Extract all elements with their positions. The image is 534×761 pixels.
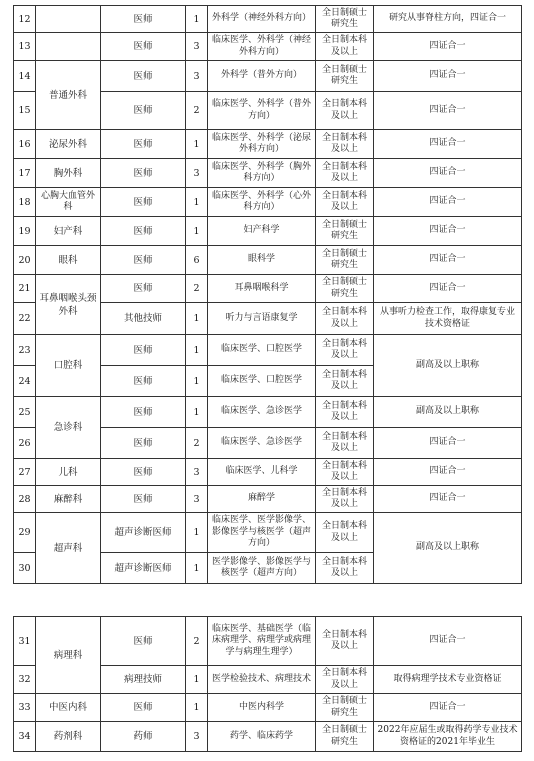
major-cell: 临床医学、急诊医学 bbox=[208, 397, 316, 428]
row-no: 21 bbox=[14, 275, 36, 303]
req-cell: 副高及以上职称 bbox=[374, 335, 522, 397]
dept-cell: 胸外科 bbox=[36, 159, 101, 188]
edu-cell: 全日制本科及以上 bbox=[316, 617, 374, 666]
req-cell: 四证合一 bbox=[374, 617, 522, 666]
row-no: 25 bbox=[14, 397, 36, 428]
edu-cell: 全日制本科及以上 bbox=[316, 666, 374, 694]
count-cell: 3 bbox=[186, 61, 208, 92]
req-cell: 四证合一 bbox=[374, 275, 522, 303]
major-cell: 听力与言语康复学 bbox=[208, 303, 316, 335]
major-cell: 临床医学、外科学（普外方向） bbox=[208, 92, 316, 130]
table-row bbox=[14, 459, 522, 486]
count-cell: 3 bbox=[186, 486, 208, 513]
major-cell: 眼科学 bbox=[208, 246, 316, 275]
dept-cell: 中医内科 bbox=[36, 694, 101, 722]
count-cell: 1 bbox=[186, 397, 208, 428]
count-cell: 2 bbox=[186, 92, 208, 130]
edu-cell: 全日制本科及以上 bbox=[316, 303, 374, 335]
dept-cell bbox=[36, 6, 101, 33]
req-cell: 四证合一 bbox=[374, 486, 522, 513]
row-no: 22 bbox=[14, 303, 36, 335]
req-cell: 研究从事脊柱方向，四证合一 bbox=[374, 6, 522, 33]
req-cell: 四证合一 bbox=[374, 188, 522, 217]
edu-cell: 全日制硕士研究生 bbox=[316, 6, 374, 33]
dept-cell: 急诊科 bbox=[36, 397, 101, 459]
major-cell: 医学影像学、影像医学与核医学（超声方向） bbox=[208, 553, 316, 584]
count-cell: 1 bbox=[186, 303, 208, 335]
major-cell: 外科学（普外方向） bbox=[208, 61, 316, 92]
row-no: 23 bbox=[14, 335, 36, 366]
count-cell: 1 bbox=[186, 217, 208, 246]
edu-cell: 全日制本科及以上 bbox=[316, 459, 374, 486]
table-row bbox=[14, 275, 522, 303]
count-cell: 1 bbox=[186, 553, 208, 584]
req-cell: 副高及以上职称 bbox=[374, 513, 522, 584]
req-cell: 四证合一 bbox=[374, 92, 522, 130]
table-row bbox=[14, 694, 522, 722]
table-row bbox=[14, 159, 522, 188]
title-cell: 医师 bbox=[101, 33, 186, 61]
title-cell: 医师 bbox=[101, 694, 186, 722]
table-row bbox=[14, 486, 522, 513]
row-no: 18 bbox=[14, 188, 36, 217]
edu-cell: 全日制硕士研究生 bbox=[316, 246, 374, 275]
row-no: 30 bbox=[14, 553, 36, 584]
title-cell: 医师 bbox=[101, 459, 186, 486]
row-no: 14 bbox=[14, 61, 36, 92]
row-no: 12 bbox=[14, 6, 36, 33]
dept-cell bbox=[36, 33, 101, 61]
count-cell: 1 bbox=[186, 188, 208, 217]
count-cell: 1 bbox=[186, 666, 208, 694]
req-cell: 四证合一 bbox=[374, 694, 522, 722]
title-cell: 其他技师 bbox=[101, 303, 186, 335]
count-cell: 1 bbox=[186, 694, 208, 722]
major-cell: 临床医学、口腔医学 bbox=[208, 335, 316, 366]
edu-cell: 全日制本科及以上 bbox=[316, 513, 374, 553]
dept-cell: 耳鼻咽喉头颈外科 bbox=[36, 275, 101, 335]
count-cell: 3 bbox=[186, 459, 208, 486]
req-cell: 四证合一 bbox=[374, 130, 522, 159]
title-cell: 医师 bbox=[101, 159, 186, 188]
edu-cell: 全日制本科及以上 bbox=[316, 92, 374, 130]
title-cell: 超声诊断医师 bbox=[101, 513, 186, 553]
row-no: 26 bbox=[14, 428, 36, 459]
major-cell: 临床医学、外科学（心外科方向） bbox=[208, 188, 316, 217]
row-no: 13 bbox=[14, 33, 36, 61]
page-gap bbox=[13, 599, 521, 600]
req-cell: 四证合一 bbox=[374, 217, 522, 246]
major-cell: 临床医学、外科学（泌尿外科方向） bbox=[208, 130, 316, 159]
dept-cell: 妇产科 bbox=[36, 217, 101, 246]
row-no: 19 bbox=[14, 217, 36, 246]
count-cell: 3 bbox=[186, 722, 208, 752]
req-cell: 四证合一 bbox=[374, 33, 522, 61]
req-cell: 2022年应届生或取得药学专业技术资格证的2021年毕业生 bbox=[374, 722, 522, 752]
title-cell: 医师 bbox=[101, 188, 186, 217]
row-no: 17 bbox=[14, 159, 36, 188]
row-no: 28 bbox=[14, 486, 36, 513]
edu-cell: 全日制本科及以上 bbox=[316, 335, 374, 366]
title-cell: 医师 bbox=[101, 428, 186, 459]
major-cell: 中医内科学 bbox=[208, 694, 316, 722]
dept-cell: 药剂科 bbox=[36, 722, 101, 752]
title-cell: 医师 bbox=[101, 217, 186, 246]
major-cell: 妇产科学 bbox=[208, 217, 316, 246]
req-cell: 四证合一 bbox=[374, 159, 522, 188]
edu-cell: 全日制硕士研究生 bbox=[316, 722, 374, 752]
dept-cell: 超声科 bbox=[36, 513, 101, 584]
title-cell: 医师 bbox=[101, 246, 186, 275]
table-row bbox=[14, 33, 522, 61]
major-cell: 临床医学、急诊医学 bbox=[208, 428, 316, 459]
count-cell: 2 bbox=[186, 617, 208, 666]
major-cell: 临床医学、儿科学 bbox=[208, 459, 316, 486]
major-cell: 耳鼻咽喉科学 bbox=[208, 275, 316, 303]
edu-cell: 全日制本科及以上 bbox=[316, 428, 374, 459]
count-cell: 3 bbox=[186, 33, 208, 61]
edu-cell: 全日制硕士研究生 bbox=[316, 275, 374, 303]
dept-cell: 眼科 bbox=[36, 246, 101, 275]
dept-cell: 儿科 bbox=[36, 459, 101, 486]
title-cell: 医师 bbox=[101, 6, 186, 33]
edu-cell: 全日制硕士研究生 bbox=[316, 694, 374, 722]
req-cell: 四证合一 bbox=[374, 428, 522, 459]
table-row bbox=[14, 130, 522, 159]
title-cell: 超声诊断医师 bbox=[101, 553, 186, 584]
edu-cell: 全日制本科及以上 bbox=[316, 553, 374, 584]
count-cell: 2 bbox=[186, 275, 208, 303]
major-cell: 临床医学、外科学（胸外科方向） bbox=[208, 159, 316, 188]
edu-cell: 全日制硕士研究生 bbox=[316, 217, 374, 246]
major-cell: 临床医学、口腔医学 bbox=[208, 366, 316, 397]
req-cell: 四证合一 bbox=[374, 246, 522, 275]
req-cell: 四证合一 bbox=[374, 459, 522, 486]
table-row bbox=[14, 335, 522, 366]
title-cell: 药师 bbox=[101, 722, 186, 752]
req-cell: 从事听力检查工作，取得康复专业技术资格证 bbox=[374, 303, 522, 335]
edu-cell: 全日制硕士研究生 bbox=[316, 61, 374, 92]
row-no: 16 bbox=[14, 130, 36, 159]
table-row bbox=[14, 397, 522, 428]
count-cell: 6 bbox=[186, 246, 208, 275]
count-cell: 1 bbox=[186, 366, 208, 397]
edu-cell: 全日制本科及以上 bbox=[316, 159, 374, 188]
count-cell: 1 bbox=[186, 513, 208, 553]
dept-cell: 泌尿外科 bbox=[36, 130, 101, 159]
major-cell: 麻醉学 bbox=[208, 486, 316, 513]
edu-cell: 全日制本科及以上 bbox=[316, 366, 374, 397]
row-no: 24 bbox=[14, 366, 36, 397]
major-cell: 临床医学、外科学（神经外科方向） bbox=[208, 33, 316, 61]
row-no: 29 bbox=[14, 513, 36, 553]
req-cell: 副高及以上职称 bbox=[374, 397, 522, 428]
title-cell: 医师 bbox=[101, 275, 186, 303]
table-row bbox=[14, 246, 522, 275]
title-cell: 医师 bbox=[101, 92, 186, 130]
title-cell: 医师 bbox=[101, 335, 186, 366]
req-cell: 取得病理学技术专业资格证 bbox=[374, 666, 522, 694]
count-cell: 1 bbox=[186, 130, 208, 159]
dept-cell: 心胸大血管外科 bbox=[36, 188, 101, 217]
edu-cell: 全日制本科及以上 bbox=[316, 188, 374, 217]
major-cell: 临床医学、医学影像学、影像医学与核医学（超声方向） bbox=[208, 513, 316, 553]
major-cell: 临床医学、基础医学（临床病理学、病理学或病理学与病理生理学） bbox=[208, 617, 316, 666]
table-row bbox=[14, 513, 522, 553]
dept-cell: 口腔科 bbox=[36, 335, 101, 397]
count-cell: 3 bbox=[186, 159, 208, 188]
title-cell: 医师 bbox=[101, 486, 186, 513]
row-no: 34 bbox=[14, 722, 36, 752]
title-cell: 医师 bbox=[101, 397, 186, 428]
count-cell: 1 bbox=[186, 6, 208, 33]
row-no: 33 bbox=[14, 694, 36, 722]
row-no: 20 bbox=[14, 246, 36, 275]
count-cell: 1 bbox=[186, 335, 208, 366]
dept-cell: 病理科 bbox=[36, 617, 101, 694]
title-cell: 医师 bbox=[101, 617, 186, 666]
major-cell: 药学、临床药学 bbox=[208, 722, 316, 752]
table-row bbox=[14, 722, 522, 752]
major-cell: 外科学（神经外科方向） bbox=[208, 6, 316, 33]
recruitment-table-top bbox=[13, 5, 522, 584]
table-row bbox=[14, 61, 522, 92]
table-row bbox=[14, 617, 522, 666]
req-cell: 四证合一 bbox=[374, 61, 522, 92]
major-cell: 医学检验技术、病理技术 bbox=[208, 666, 316, 694]
title-cell: 病理技师 bbox=[101, 666, 186, 694]
edu-cell: 全日制本科及以上 bbox=[316, 486, 374, 513]
row-no: 27 bbox=[14, 459, 36, 486]
dept-cell: 麻醉科 bbox=[36, 486, 101, 513]
table-row bbox=[14, 188, 522, 217]
count-cell: 2 bbox=[186, 428, 208, 459]
row-no: 31 bbox=[14, 617, 36, 666]
title-cell: 医师 bbox=[101, 61, 186, 92]
row-no: 15 bbox=[14, 92, 36, 130]
table-row bbox=[14, 6, 522, 33]
recruitment-table-bottom bbox=[13, 616, 522, 752]
title-cell: 医师 bbox=[101, 366, 186, 397]
edu-cell: 全日制本科及以上 bbox=[316, 130, 374, 159]
dept-cell: 普通外科 bbox=[36, 61, 101, 130]
title-cell: 医师 bbox=[101, 130, 186, 159]
table-row bbox=[14, 217, 522, 246]
row-no: 32 bbox=[14, 666, 36, 694]
edu-cell: 全日制本科及以上 bbox=[316, 33, 374, 61]
edu-cell: 全日制本科及以上 bbox=[316, 397, 374, 428]
